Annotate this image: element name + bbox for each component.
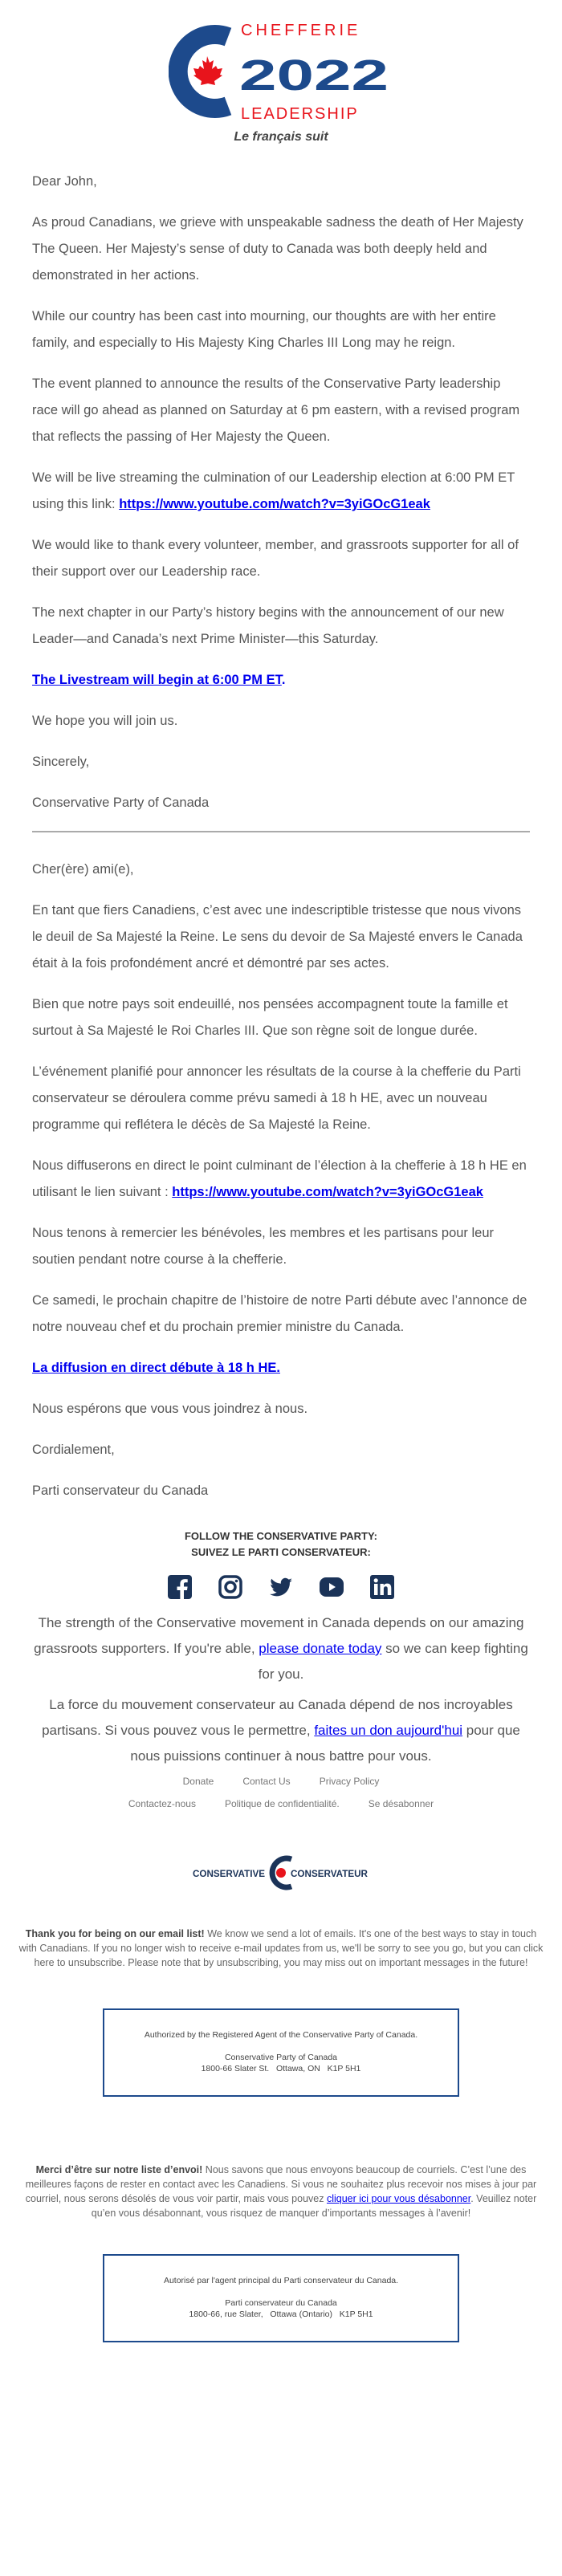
signature: Conservative Party of Canada (32, 796, 210, 810)
conservative-party-logo (193, 1853, 369, 1893)
youtube-icon[interactable] (320, 1575, 344, 1599)
facebook-icon[interactable] (168, 1575, 192, 1599)
maple-leaf-icon (276, 1868, 286, 1878)
paragraph: As proud Canadians, we grieve with unspeakable sadness the death of Her Majesty The Queen. Her Majesty’s sense of duty to Canada was both deeply held and demonstrated in her actions. (32, 215, 523, 283)
footer-link-unsubscribe-fr[interactable]: Se désabonner (368, 1798, 434, 1809)
text: Merci d’être sur notre liste d’envoi! (35, 2164, 203, 2175)
footer-link-privacy-fr[interactable]: Politique de confidentialité. (224, 1798, 340, 1809)
youtube-link[interactable]: https://www.youtube.com/watch?v=3yiGOcG1eak (119, 497, 430, 511)
paragraph: The event planned to announce the results of the Conservative Party leadership race will go ahead as planned on Saturday at 6 pm eastern, with a revised program that reflects the passing of Her Majesty the Queen. (32, 376, 520, 444)
twitter-icon[interactable] (269, 1575, 293, 1599)
party-address: 1800-66 Slater St. Ottawa, ON K1P 5H1 (201, 2064, 361, 2073)
donate-link[interactable]: please donate today (259, 1641, 382, 1656)
french-follows-note: Le français suit (234, 130, 328, 144)
email-list-thanks-fr (0, 2163, 562, 2220)
youtube-link[interactable]: https://www.youtube.com/watch?v=3yiGOcG1eak (172, 1185, 483, 1199)
footer-links-en (0, 1776, 562, 1787)
linkedin-icon[interactable] (370, 1575, 394, 1599)
paragraph: Bien que notre pays soit endeuillé, nos pensées accompagnent toute la famille et surtout à Sa Majesté le Roi Charles III. Que son règne soit de longue durée. (32, 997, 508, 1038)
authorization-box-fr (103, 2254, 459, 2342)
email-list-thanks-en (0, 1927, 562, 1970)
paragraph: We would like to thank every volunteer, member, and grassroots supporter for all of their support over our Leadership race. (32, 538, 519, 579)
paragraph: Nous espérons que vous vous joindrez à nous. (32, 1402, 308, 1416)
paragraph: L’événement planifié pour annoncer les résultats de la course à la chefferie du Parti conservateur se déroulera comme prévu samedi à 18 h HE, avec un nouveau programme qui reflétera le décès de Sa Majesté la Reine. (32, 1064, 521, 1132)
logo-conservative: CONSERVATIVE (193, 1868, 265, 1879)
party-name: Conservative Party of Canada (224, 2053, 338, 2062)
french-section (0, 857, 562, 1504)
paragraph (32, 667, 530, 694)
social-links (0, 1575, 562, 1599)
greeting: Cher(ère) ami(e), (32, 862, 134, 877)
party-name: Parti conservateur du Canada (225, 2298, 337, 2308)
unsubscribe-link[interactable]: cliquer ici pour vous désabonner (326, 2193, 471, 2204)
follow-heading (0, 1528, 562, 1561)
logo-chefferie: CHEFFERIE (241, 22, 361, 39)
logo-conservateur: CONSERVATEUR (291, 1868, 369, 1879)
closing: Cordialement, (32, 1443, 115, 1457)
text: Nous savons que nous envoyons beaucoup de courriels. C’est l’une des meilleures façons de rester en contact avec les Canadiens. Si vous ne souhaitez plus recevoir nos mises à jour par courriel, nous serons désolés de vous voir partir, mais vous pouvez (25, 2164, 537, 2204)
authorization-box-en (103, 2008, 459, 2097)
text: Thank you for being on our email list! (25, 1928, 205, 1939)
greeting: Dear John, (32, 174, 97, 189)
authorization-text: Authorized by the Registered Agent of the Conservative Party of Canada. (144, 2030, 418, 2040)
text: so we can keep fighting for you. (258, 1641, 528, 1682)
signature: Parti conservateur du Canada (32, 1483, 209, 1498)
closing: Sincerely, (32, 755, 90, 769)
text: We will be live streaming the culmination of our Leadership election at 6:00 PM ET using this link: (32, 470, 515, 511)
paragraph (32, 1153, 530, 1206)
footer-link-contact[interactable]: Contact Us (242, 1776, 291, 1787)
paragraph (32, 1355, 530, 1382)
text: The strength of the Conservative movement in Canada depends on our amazing grassroots supporters. If you're able, (34, 1615, 524, 1656)
paragraph: Nous tenons à remercier les bénévoles, les membres et les partisans pour leur soutien pendant notre course à la chefferie. (32, 1226, 495, 1267)
authorization-text: Autorisé par l'agent principal du Parti conservateur du Canada. (163, 2276, 399, 2285)
paragraph: We hope you will join us. (32, 714, 178, 728)
follow-fr: SUIVEZ LE PARTI CONSERVATEUR: (191, 1546, 371, 1558)
party-address: 1800-66, rue Slater, Ottawa (Ontario) K1P 5H1 (189, 2309, 373, 2319)
paragraph: Ce samedi, le prochain chapitre de l’histoire de notre Parti débute avec l’annonce de notre nouveau chef et du prochain premier ministre du Canada. (32, 1293, 527, 1334)
livestream-link[interactable]: The Livestream will begin at 6:00 PM ET (32, 673, 282, 687)
language-divider (32, 831, 530, 832)
logo-year: 2022 (239, 51, 389, 100)
donate-appeal-fr (0, 1692, 562, 1769)
text: . (281, 673, 286, 687)
text: . Veuillez noter qu’en vous désabonnant, vous risquez de manquer d’importants messages à l’avenir! (91, 2193, 537, 2219)
footer-link-contact-fr[interactable]: Contactez-nous (128, 1798, 196, 1809)
paragraph: While our country has been cast into mourning, our thoughts are with her entire family, and especially to His Majesty King Charles III Long may he reign. (32, 309, 496, 350)
footer-link-privacy[interactable]: Privacy Policy (319, 1776, 380, 1787)
footer-links-fr (0, 1798, 562, 1809)
paragraph: En tant que fiers Canadiens, c’est avec une indescriptible tristesse que nous vivons le deuil de Sa Majesté la Reine. Le sens du devoir de Sa Majesté envers le Canada était à la fois profondément ancré et démontré par ses actes. (32, 903, 523, 971)
follow-en: FOLLOW THE CONSERVATIVE PARTY: (184, 1530, 378, 1542)
instagram-icon[interactable] (218, 1575, 242, 1599)
footer-link-donate[interactable]: Donate (182, 1776, 214, 1787)
text: Nous diffuserons en direct le point culminant de l’élection à la chefferie à 18 h HE en utilisant le lien suivant : (32, 1158, 527, 1199)
paragraph (32, 465, 530, 518)
donate-appeal-en (0, 1610, 562, 1687)
logo-leadership: LEADERSHIP (241, 105, 359, 123)
text: pour que nous puissions continuer à nous battre pour vous. (130, 1723, 520, 1764)
text: La force du mouvement conservateur au Canada dépend de nos incroyables partisans. Si vous pouvez vous le permettre, (42, 1697, 513, 1738)
english-section (0, 169, 562, 816)
livestream-link[interactable]: La diffusion en direct débute à 18 h HE. (32, 1361, 280, 1375)
leadership-2022-logo (169, 19, 393, 124)
text: We know we send a lot of emails. It's one of the best ways to stay in touch with Canadians. If you no longer wish to receive e-mail updates from us, we'll be sorry to see you go, but you can click here to unsubscribe. Please note that by unsubscribing, you may miss out on important messages in the future! (18, 1928, 544, 1968)
paragraph: The next chapter in our Party’s history begins with the announcement of our new Leader—and Canada’s next Prime Minister—this Saturday. (32, 605, 504, 646)
donate-link-fr[interactable]: faites un don aujourd'hui (314, 1723, 463, 1738)
maple-leaf-icon (193, 56, 222, 85)
